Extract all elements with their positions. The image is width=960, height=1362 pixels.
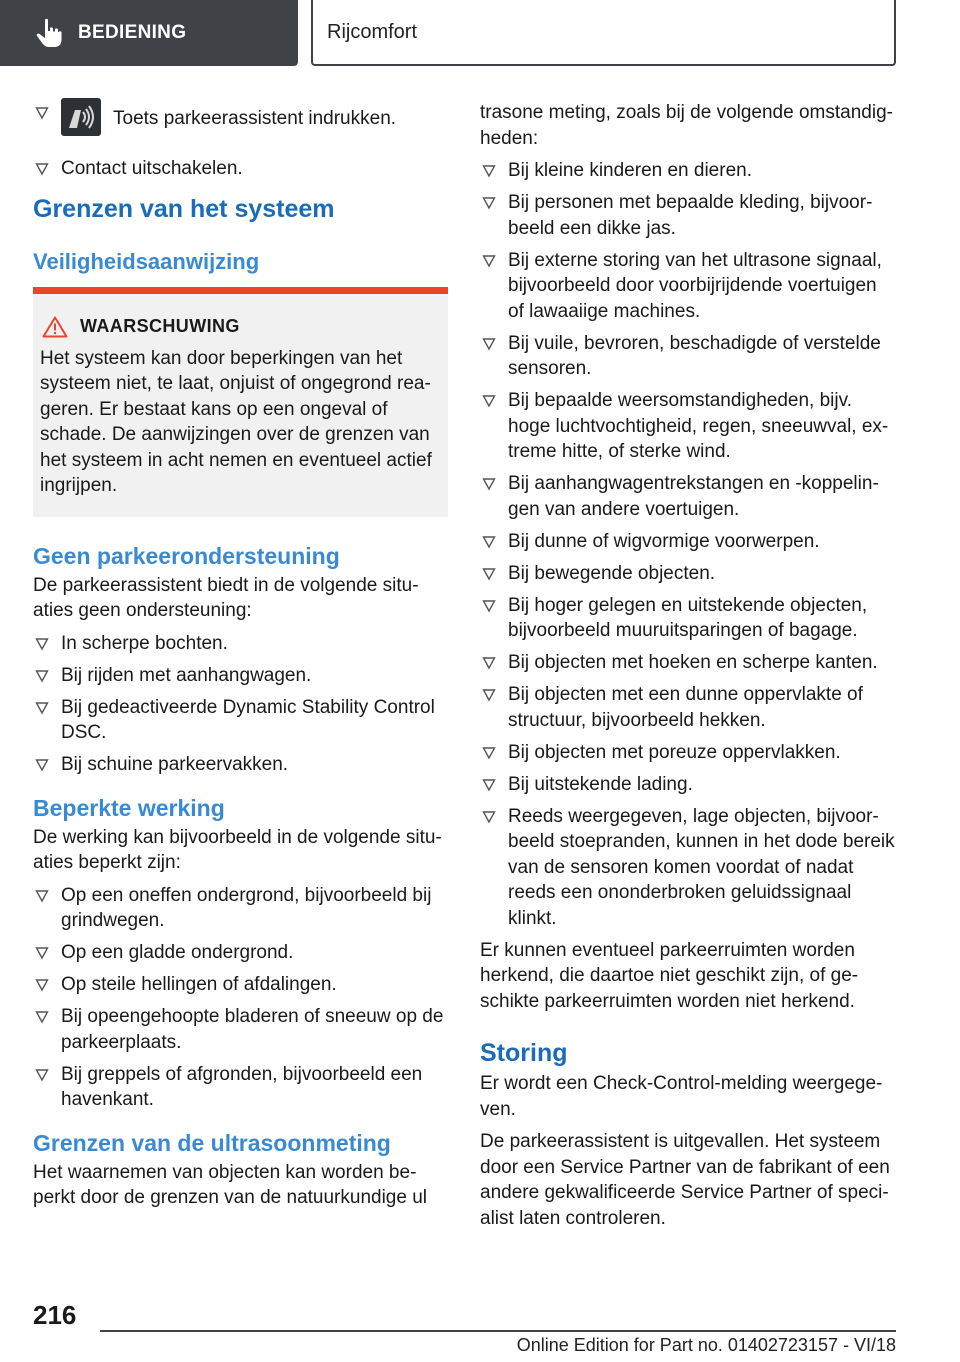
limited-list — [33, 883, 448, 1113]
triangle-bullet-icon — [482, 394, 496, 408]
heading-ultrasound-limits: Grenzen van de ultrasoonmeting — [33, 1129, 391, 1156]
ultrasound-intro: Het waarnemen van objecten kan worden beperkt door de grenzen van de natuurkundige ul — [33, 1161, 427, 1208]
fault-text-1: Er wordt een Check-Control-melding weergegeven. — [480, 1073, 883, 1120]
triangle-bullet-icon — [35, 946, 49, 960]
list-item — [480, 248, 896, 325]
list-item-text: Bij schuine parkeervakken. — [61, 754, 289, 775]
warning-label: WAARSCHUWING — [80, 316, 240, 336]
triangle-bullet-icon — [482, 810, 496, 824]
triangle-bullet-icon — [482, 337, 496, 351]
list-item — [33, 156, 448, 182]
triangle-bullet-icon — [482, 778, 496, 792]
page-number: 216 — [33, 1300, 77, 1330]
list-item — [480, 388, 896, 465]
list-item — [33, 663, 448, 689]
list-item — [33, 972, 448, 998]
right-column — [480, 100, 896, 1231]
list-item — [480, 682, 896, 733]
triangle-bullet-icon — [482, 254, 496, 268]
list-item — [480, 471, 896, 522]
list-item-text: Bij personen met bepaalde kleding, bijvoorbeeld een dikke jas. — [508, 192, 873, 239]
triangle-bullet-icon — [35, 162, 49, 176]
list-item-text: Bij objecten met poreuze oppervlakken. — [508, 741, 841, 763]
triangle-bullet-icon — [35, 637, 49, 651]
park-assist-button-icon — [61, 98, 101, 136]
list-item — [33, 883, 448, 934]
list-item — [480, 190, 896, 241]
list-item-text: Reeds weergegeven, lage objecten, bijvoorbeeld stoepranden, kunnen in het dode bereik van de sensoren komen voordat of nadat reeds een ononderbroken geluidssignaal klinkt. — [508, 805, 895, 929]
triangle-bullet-icon — [35, 669, 49, 683]
ultrasound-limits-list — [480, 158, 896, 931]
list-item-text: Bij kleine kinderen en dieren. — [508, 160, 752, 181]
section-tab — [0, 0, 298, 66]
list-item-text: Bij bewegende objecten. — [508, 562, 716, 584]
list-item — [33, 940, 448, 966]
list-item-text: Op een oneffen ondergrond, bijvoorbeeld bij grindwegen. — [61, 884, 432, 931]
triangle-bullet-icon — [482, 535, 496, 549]
continuation-text: trasone meting, zoals bij de volgende omstandigheden: — [480, 102, 893, 149]
triangle-bullet-icon — [482, 746, 496, 760]
list-item — [480, 593, 896, 644]
triangle-bullet-icon — [35, 889, 49, 903]
warning-text: Het systeem kan door beperkingen van het systeem niet, te laat, onjuist of ongegrond reageren. Er bestaat kans op een ongeval of schade. De aanwijzingen over de grenzen van het systeem in acht nemen en eventueel actief ingrijpen. — [40, 347, 432, 496]
warning-title — [40, 316, 440, 338]
heading-system-limits: Grenzen van het systeem — [33, 194, 335, 223]
list-item — [480, 561, 896, 587]
triangle-bullet-icon — [35, 1068, 49, 1082]
hand-pointer-icon — [32, 16, 66, 50]
list-item-text: Bij opeengehoopte bladeren of sneeuw op de parkeerplaats. — [61, 1006, 444, 1053]
triangle-bullet-icon — [35, 1010, 49, 1024]
triangle-bullet-icon — [482, 164, 496, 178]
triangle-bullet-icon — [482, 656, 496, 670]
triangle-bullet-icon — [482, 599, 496, 613]
triangle-bullet-icon — [482, 567, 496, 581]
triangle-bullet-icon — [35, 978, 49, 992]
list-item-text: Op steile hellingen of afdalingen. — [61, 974, 337, 995]
list-item-text: Op een gladde ondergrond. — [61, 942, 294, 963]
list-item-text: Bij greppels of afgronden, bijvoorbeeld een havenkant. — [61, 1063, 423, 1110]
list-item-text: Bij externe storing van het ultrasone signaal, bijvoorbeeld door voorbijrijdende voertuigen of lawaaiige machines. — [508, 249, 882, 322]
list-item — [480, 740, 896, 766]
triangle-bullet-icon — [35, 758, 49, 772]
list-item — [480, 804, 896, 932]
list-item — [33, 1004, 448, 1055]
list-item-text: Bij dunne of wigvormige voorwerpen. — [508, 530, 820, 552]
list-item-text: Bij objecten met een dunne oppervlakte of structuur, bijvoorbeeld hekken. — [508, 684, 863, 731]
footer-divider — [100, 1330, 896, 1332]
list-item — [480, 772, 896, 798]
warning-box — [33, 287, 448, 517]
list-item — [33, 631, 448, 657]
list-item — [33, 752, 448, 778]
triangle-bullet-icon — [35, 106, 49, 120]
list-item — [33, 1062, 448, 1113]
heading-no-support: Geen parkeerondersteuning — [33, 542, 340, 569]
left-column — [33, 100, 448, 1211]
list-item-text: Bij objecten met hoeken en scherpe kanten. — [508, 652, 878, 673]
list-item — [480, 650, 896, 676]
fault-text-2: De parkeerassistent is uitgevallen. Het systeem door een Service Partner van de fabrikant of een andere gekwalificeerde Service Partner of specialist laten controleren. — [480, 1131, 890, 1229]
heading-safety: Veiligheidsaanwijzing — [33, 248, 260, 274]
triangle-bullet-icon — [482, 688, 496, 702]
heading-fault: Storing — [480, 1039, 568, 1067]
list-item — [33, 695, 448, 746]
triangle-bullet-icon — [35, 701, 49, 715]
chapter-title: Rijcomfort — [327, 20, 418, 43]
triangle-bullet-icon — [482, 477, 496, 491]
section-title: BEDIENING — [78, 22, 187, 43]
list-item-text: Bij uitstekende lading. — [508, 773, 693, 795]
no-support-intro: De parkeerassistent biedt in de volgende situaties geen ondersteuning: — [33, 574, 419, 621]
limited-intro: De werking kan bijvoorbeeld in de volgende situaties beperkt zijn: — [33, 826, 442, 873]
chapter-header — [311, 0, 896, 66]
list-item-text: In scherpe bochten. — [61, 632, 228, 654]
triangle-bullet-icon — [482, 196, 496, 210]
list-item-text: Bij aanhangwagentrekstangen en -koppelingen van andere voertuigen. — [508, 473, 879, 520]
list-item — [480, 158, 896, 184]
no-support-list — [33, 631, 448, 778]
warning-triangle-icon — [42, 316, 68, 338]
step-text: Toets parkeerassistent indrukken. — [113, 108, 397, 130]
list-item — [33, 100, 448, 138]
recognition-note: Er kunnen eventueel parkeerruimten worden herkend, die daartoe niet geschikt zijn, of geschikte parkeerruimten worden niet herkend. — [480, 939, 859, 1012]
list-item-text: Bij bepaalde weersomstandigheden, bijv. hoge luchtvochtigheid, regen, sneeuwval, extreme hitte, of sterke wind. — [508, 390, 889, 462]
footer-edition: Online Edition for Part no. 01402723157 - VI/18 — [516, 1335, 896, 1355]
list-item — [480, 529, 896, 555]
step-text: Contact uitschakelen. — [61, 158, 243, 179]
list-item — [480, 331, 896, 382]
list-item-text: Bij hoger gelegen en uitstekende objecten, bijvoorbeeld muuruitsparingen of bagage. — [508, 594, 868, 641]
list-item-text: Bij gedeactiveerde Dynamic Stability Control DSC. — [61, 696, 435, 743]
list-item-text: Bij rijden met aanhangwagen. — [61, 664, 312, 686]
heading-limited-operation: Beperkte werking — [33, 794, 225, 821]
list-item-text: Bij vuile, bevroren, beschadigde of verstelde sensoren. — [508, 332, 881, 379]
step-list — [33, 100, 448, 182]
